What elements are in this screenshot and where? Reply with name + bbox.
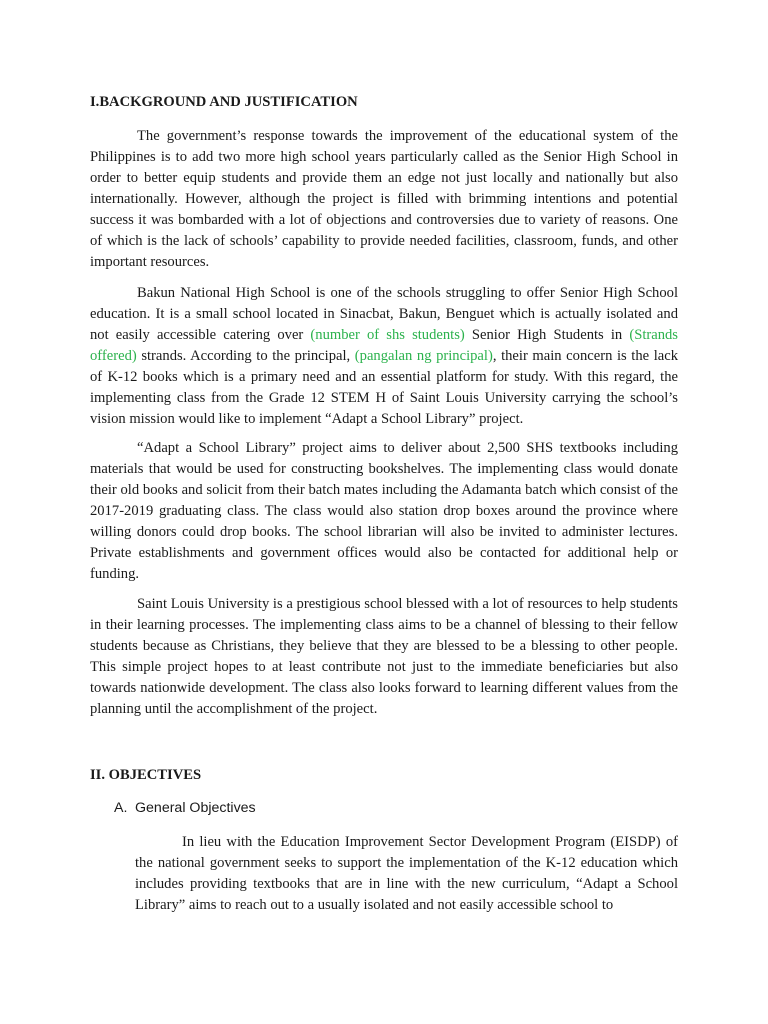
paragraph-text: Senior High Students in: [464, 327, 630, 343]
paragraph-eisdp: In lieu with the Education Improvement Sector Development Program (EISDP) of the national government seeks to support the implementation of the K-12 education which includes providing textbooks that are in line with the new curriculum, “Adapt a School Library” aims to reach out to a usually isolated and not easily accessible school to: [135, 834, 678, 913]
subheading-general-objectives: [114, 798, 256, 819]
list-marker: A.: [114, 800, 128, 816]
paragraph-bakun-school: [90, 283, 678, 430]
paragraph-text: strands. According to the principal,: [136, 348, 355, 364]
paragraph-text: , their main concern is the lack of K-12 books which is a primary need and an essential platform for study. With this regard, the implementing class from the Grade 12 STEM H of Saint Louis University carrying the school’s vision mission would like to implement “Adapt a School Library” project.: [90, 348, 679, 427]
paragraph-saint-louis: Saint Louis University is a prestigious school blessed with a lot of resources to help students in their learning processes. The implementing class aims to be a channel of blessing to their fellow students because as Christians, they believe that they are blessed to be a blessing to other people. This simple project hopes to at least contribute not just to the immediate beneficiaries but also towards nationwide development. The class also looks forward to learning different values from the planning until the accomplishment of the project.: [90, 596, 678, 717]
placeholder-shs-students: (number of shs students): [310, 327, 465, 343]
paragraph-text: Bakun National High School is one of the schools struggling to offer Senior High School education. It is a small school located in Sinacbat, Bakun, Benguet which is actually isolated and not easily accessible catering over: [90, 285, 678, 343]
placeholder-strands-offered: (Strands offered): [90, 327, 678, 364]
paragraph-project-aims: “Adapt a School Library” project aims to deliver about 2,500 SHS textbooks including materials that would be used for constructing bookshelves. The implementing class would donate their old books and solicit from their batch mates including the Adamanta batch which consist of the 2017-2019 graduating class. The class would also station drop boxes around the province where willing donors could drop books. The school librarian will also be invited to administer lectures. Private establishments and government offices would also be contacted for additional help or funding.: [90, 440, 678, 582]
subheading-label: General Objectives: [135, 800, 256, 816]
paragraph-government-response: The government’s response towards the improvement of the educational system of the Philippines is to add two more high school years particularly called as the Senior High School in order to better equip students and provide them an edge not just locally and nationally but also internationally. However, although the project is filled with brimming intentions and potential success it was bombarded with a lot of objections and controversies due to variety of reasons. One of which is the lack of schools’ capability to provide needed facilities, classroom, funds, and other important resources.: [90, 128, 678, 270]
section-heading-objectives: II. OBJECTIVES: [90, 767, 202, 783]
placeholder-principal-name: (pangalan ng principal): [354, 348, 493, 364]
section-heading-background: I.BACKGROUND AND JUSTIFICATION: [90, 94, 358, 110]
